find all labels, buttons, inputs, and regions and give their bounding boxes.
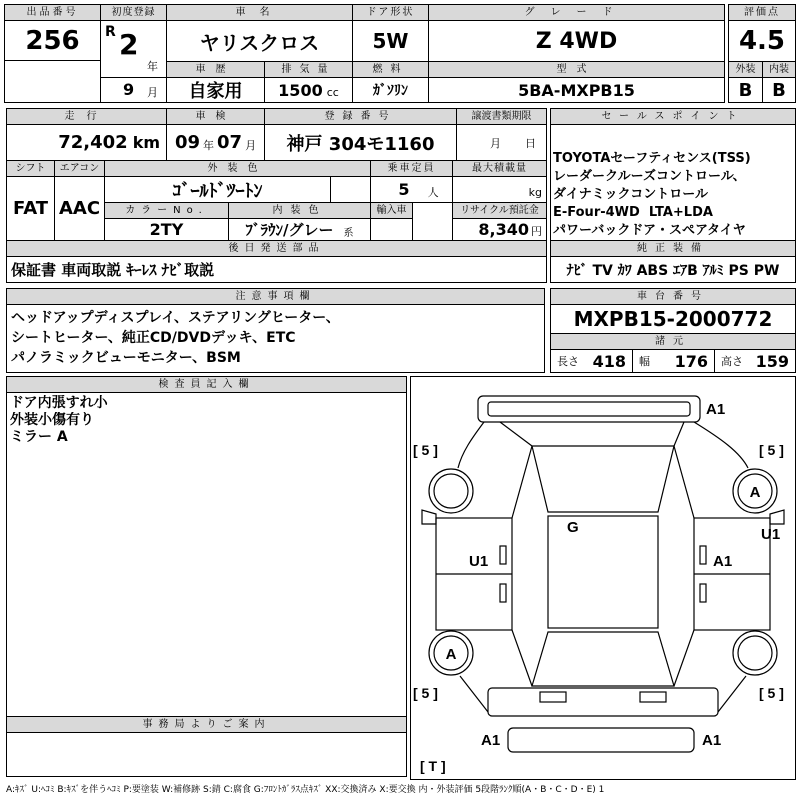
chassis-number-header: 車台番号	[550, 288, 796, 305]
parts-header: 後日発送部品	[6, 240, 547, 257]
right-door-handle	[700, 584, 706, 602]
rear-bumper	[508, 728, 694, 752]
shift-value: FAT	[6, 176, 55, 241]
spec-length-label: 長さ	[557, 355, 579, 368]
capacity-cell	[370, 176, 453, 203]
fuel-header: 燃料	[352, 61, 429, 78]
transfer-deadline-header: 譲渡書類期限	[456, 108, 547, 125]
model-value: 5BA-MXPB15	[428, 77, 725, 103]
fuel-value: ｶﾞｿﾘﾝ	[352, 77, 429, 103]
capacity-value: 5	[398, 180, 410, 199]
exterior-color-header: 外装色	[104, 160, 371, 177]
interior-color-suffix: 系	[343, 228, 354, 239]
interior-grade-header: 内装	[762, 61, 796, 78]
equipment-value: ﾅﾋﾞ TV ｶﾜ ABS ｴｱB ｱﾙﾐ PS PW	[550, 256, 796, 283]
damage-mark: [ T ]	[420, 758, 446, 774]
import-value	[370, 218, 413, 241]
damage-mark: A	[445, 646, 457, 663]
color-number-value: 2TY	[104, 218, 229, 241]
displacement-value: 1500	[278, 80, 323, 100]
inspector-line: ミラー A	[10, 429, 68, 445]
notes-header: 注意事項欄	[6, 288, 545, 305]
windshield	[532, 446, 674, 512]
trunk	[488, 688, 718, 716]
rear-fenders	[460, 676, 746, 712]
door-type-value: 5W	[352, 20, 429, 62]
history-header: 車歴	[166, 61, 265, 78]
model-header: 型式	[428, 61, 725, 78]
rear-window	[532, 632, 674, 686]
spec-height-label: 高さ	[721, 355, 743, 368]
legend: A:ｷｽﾞ U:ﾍｺﾐ B:ｷｽﾞを伴うﾍｺﾐ P:要塗装 W:補修跡 S:錆 C:腐食 G:ﾌﾛﾝﾄｶﾞﾗｽ点ｷｽﾞ XX:交換済み X:要交換 内・外装評価 5段階ﾗﾝｸ順(A・B・C・D・E) 1	[6, 785, 605, 795]
grade-value: Z 4WD	[428, 20, 725, 62]
spec-width-cell	[632, 349, 715, 373]
damage-mark: A1	[481, 732, 501, 749]
car-name-value: ヤリスクロス	[166, 20, 353, 62]
exterior-grade-header: 外装	[728, 61, 763, 78]
first-registration-year-cell	[100, 20, 167, 78]
right-mirror	[770, 510, 784, 524]
left-tail-light	[540, 692, 566, 702]
inspector-line: 外装小傷有り	[10, 412, 94, 428]
sales-point-item: E-Four-4WD LTA+LDA	[553, 205, 713, 220]
year-value: 2	[119, 28, 139, 61]
front-bumper-inner	[488, 402, 690, 416]
spec-length-value: 418	[592, 351, 626, 371]
front-left-wheel-inner	[434, 474, 468, 508]
damage-mark: A1	[706, 401, 726, 418]
interior-grade-value: B	[762, 77, 796, 103]
inspection-cell	[166, 124, 265, 161]
office-box	[6, 732, 407, 777]
capacity-unit: 人	[427, 185, 439, 199]
sales-point-item: レーダークルーズコントロール、	[553, 169, 746, 184]
equipment-header: 純正装備	[550, 240, 796, 257]
recycle-fee-value: 8,340	[478, 220, 529, 239]
aircon-value: AAC	[54, 176, 105, 241]
sales-point-item: TOYOTAセーフティセンス(TSS)	[553, 151, 751, 166]
damage-mark: [ 5 ]	[413, 685, 438, 701]
inspection-month: 07	[217, 132, 243, 153]
inspection-month-unit: 月	[245, 138, 257, 152]
sales-point-item: パワーバックドア・スペアタイヤ	[553, 223, 746, 238]
front-right-fender	[694, 422, 748, 468]
year-unit: 年	[147, 60, 158, 73]
registration-number-header: 登録番号	[264, 108, 457, 125]
inspection-header: 車検	[166, 108, 265, 125]
lot-number-blank	[4, 60, 101, 103]
first-registration-month-cell	[100, 77, 167, 103]
month-value: 9	[123, 80, 135, 99]
hood-lines	[500, 422, 684, 446]
interior-color-cell	[228, 218, 371, 241]
parts-value: 保証書 車両取説 ｷｰﾚｽ ﾅﾋﾞ取説	[6, 256, 547, 283]
right-door-handle	[700, 546, 706, 564]
month-unit: 月	[147, 86, 158, 99]
displacement-cell	[264, 77, 353, 103]
inspection-year-unit: 年	[203, 138, 214, 152]
registration-number-value: 神戸 304モ1160	[264, 124, 457, 161]
exterior-color-value: ｺﾞｰﾙﾄﾞﾂｰﾄﾝ	[104, 176, 331, 203]
max-load-cell	[452, 176, 547, 203]
damage-mark: U1	[761, 526, 781, 543]
transfer-deadline-cell	[456, 124, 547, 161]
damage-mark: [ 5 ]	[759, 685, 784, 701]
notes-box	[6, 304, 545, 373]
note-line: ヘッドアップディスプレイ、ステアリングヒーター、	[11, 310, 340, 326]
damage-mark: [ 5 ]	[759, 442, 784, 458]
score-header: 評価点	[728, 4, 796, 21]
inspector-header: 検査員記入欄	[6, 376, 407, 393]
inspector-line: ドア内張すれ小	[10, 395, 108, 411]
damage-mark: A1	[713, 553, 733, 570]
rear-right-wheel	[733, 631, 777, 675]
spec-height-value: 159	[755, 351, 789, 371]
rear-right-wheel-inner	[738, 636, 772, 670]
transfer-month-unit: 月	[490, 136, 501, 150]
max-load-unit: kg	[528, 186, 542, 199]
score-value: 4.5	[728, 20, 796, 62]
office-header: 事務局よりご案内	[6, 716, 407, 733]
damage-mark: [ 5 ]	[413, 442, 438, 458]
right-tail-light	[640, 692, 666, 702]
recycle-fee-cell	[452, 218, 547, 241]
chassis-number-value: MXPB15-2000772	[550, 304, 796, 334]
color-number-header: カラーNo.	[104, 202, 229, 219]
first-registration-header: 初度登録	[100, 4, 167, 21]
aircon-header: エアコン	[54, 160, 105, 177]
mileage-unit: km	[132, 133, 160, 152]
exterior-grade-value: B	[728, 77, 763, 103]
interior-color-value: ﾌﾞﾗｳﾝ/グレー	[245, 221, 334, 239]
damage-mark: G	[567, 519, 579, 536]
displacement-header: 排気量	[264, 61, 353, 78]
max-load-header: 最大積載量	[452, 160, 547, 177]
history-value: 自家用	[166, 77, 265, 103]
recycle-fee-unit: 円	[531, 225, 542, 238]
mileage-cell	[6, 124, 167, 161]
left-door-handle	[500, 546, 506, 564]
spec-width-label: 幅	[639, 355, 650, 368]
specs-header: 諸元	[550, 333, 796, 350]
front-left-wheel	[429, 469, 473, 513]
spec-width-value: 176	[674, 351, 708, 371]
inspector-box	[6, 392, 407, 717]
transfer-day-unit: 日	[525, 136, 536, 150]
sales-points-header: セールスポイント	[550, 108, 796, 125]
damage-mark: U1	[469, 553, 489, 570]
cabin-sides	[512, 446, 694, 686]
left-mirror	[422, 510, 436, 524]
note-line: パノラミックビューモニター、BSM	[11, 350, 241, 366]
shift-header: シフト	[6, 160, 55, 177]
displacement-unit: cc	[326, 86, 339, 99]
left-door-handle	[500, 584, 506, 602]
lot-number-value: 256	[4, 20, 101, 61]
era-value: R	[105, 24, 116, 40]
recycle-fee-header: リサイクル預託金	[452, 202, 547, 219]
lot-number-header: 出品番号	[4, 4, 101, 21]
roof	[548, 516, 658, 628]
grade-header: グレード	[428, 4, 725, 21]
interior-color-header: 内装色	[228, 202, 371, 219]
sales-point-item: ダイナミックコントロール	[553, 187, 708, 202]
spec-height-cell	[714, 349, 796, 373]
damage-mark: A1	[702, 732, 722, 749]
damage-diagram	[410, 376, 796, 780]
note-line: シートヒーター、純正CD/DVDデッキ、ETC	[11, 330, 296, 346]
import-blank	[412, 202, 453, 241]
door-type-header: ドア形状	[352, 4, 429, 21]
front-bumper	[478, 396, 700, 422]
spec-length-cell	[550, 349, 633, 373]
front-left-fender	[458, 422, 484, 468]
import-header: 輸入車	[370, 202, 413, 219]
damage-mark: A	[749, 484, 761, 501]
sales-points-box	[550, 124, 796, 241]
exterior-color-blank	[330, 176, 371, 203]
mileage-value: 72,402	[58, 132, 128, 153]
mileage-header: 走行	[6, 108, 167, 125]
car-name-header: 車名	[166, 4, 353, 21]
capacity-header: 乗車定員	[370, 160, 453, 177]
inspection-year: 09	[174, 132, 200, 153]
